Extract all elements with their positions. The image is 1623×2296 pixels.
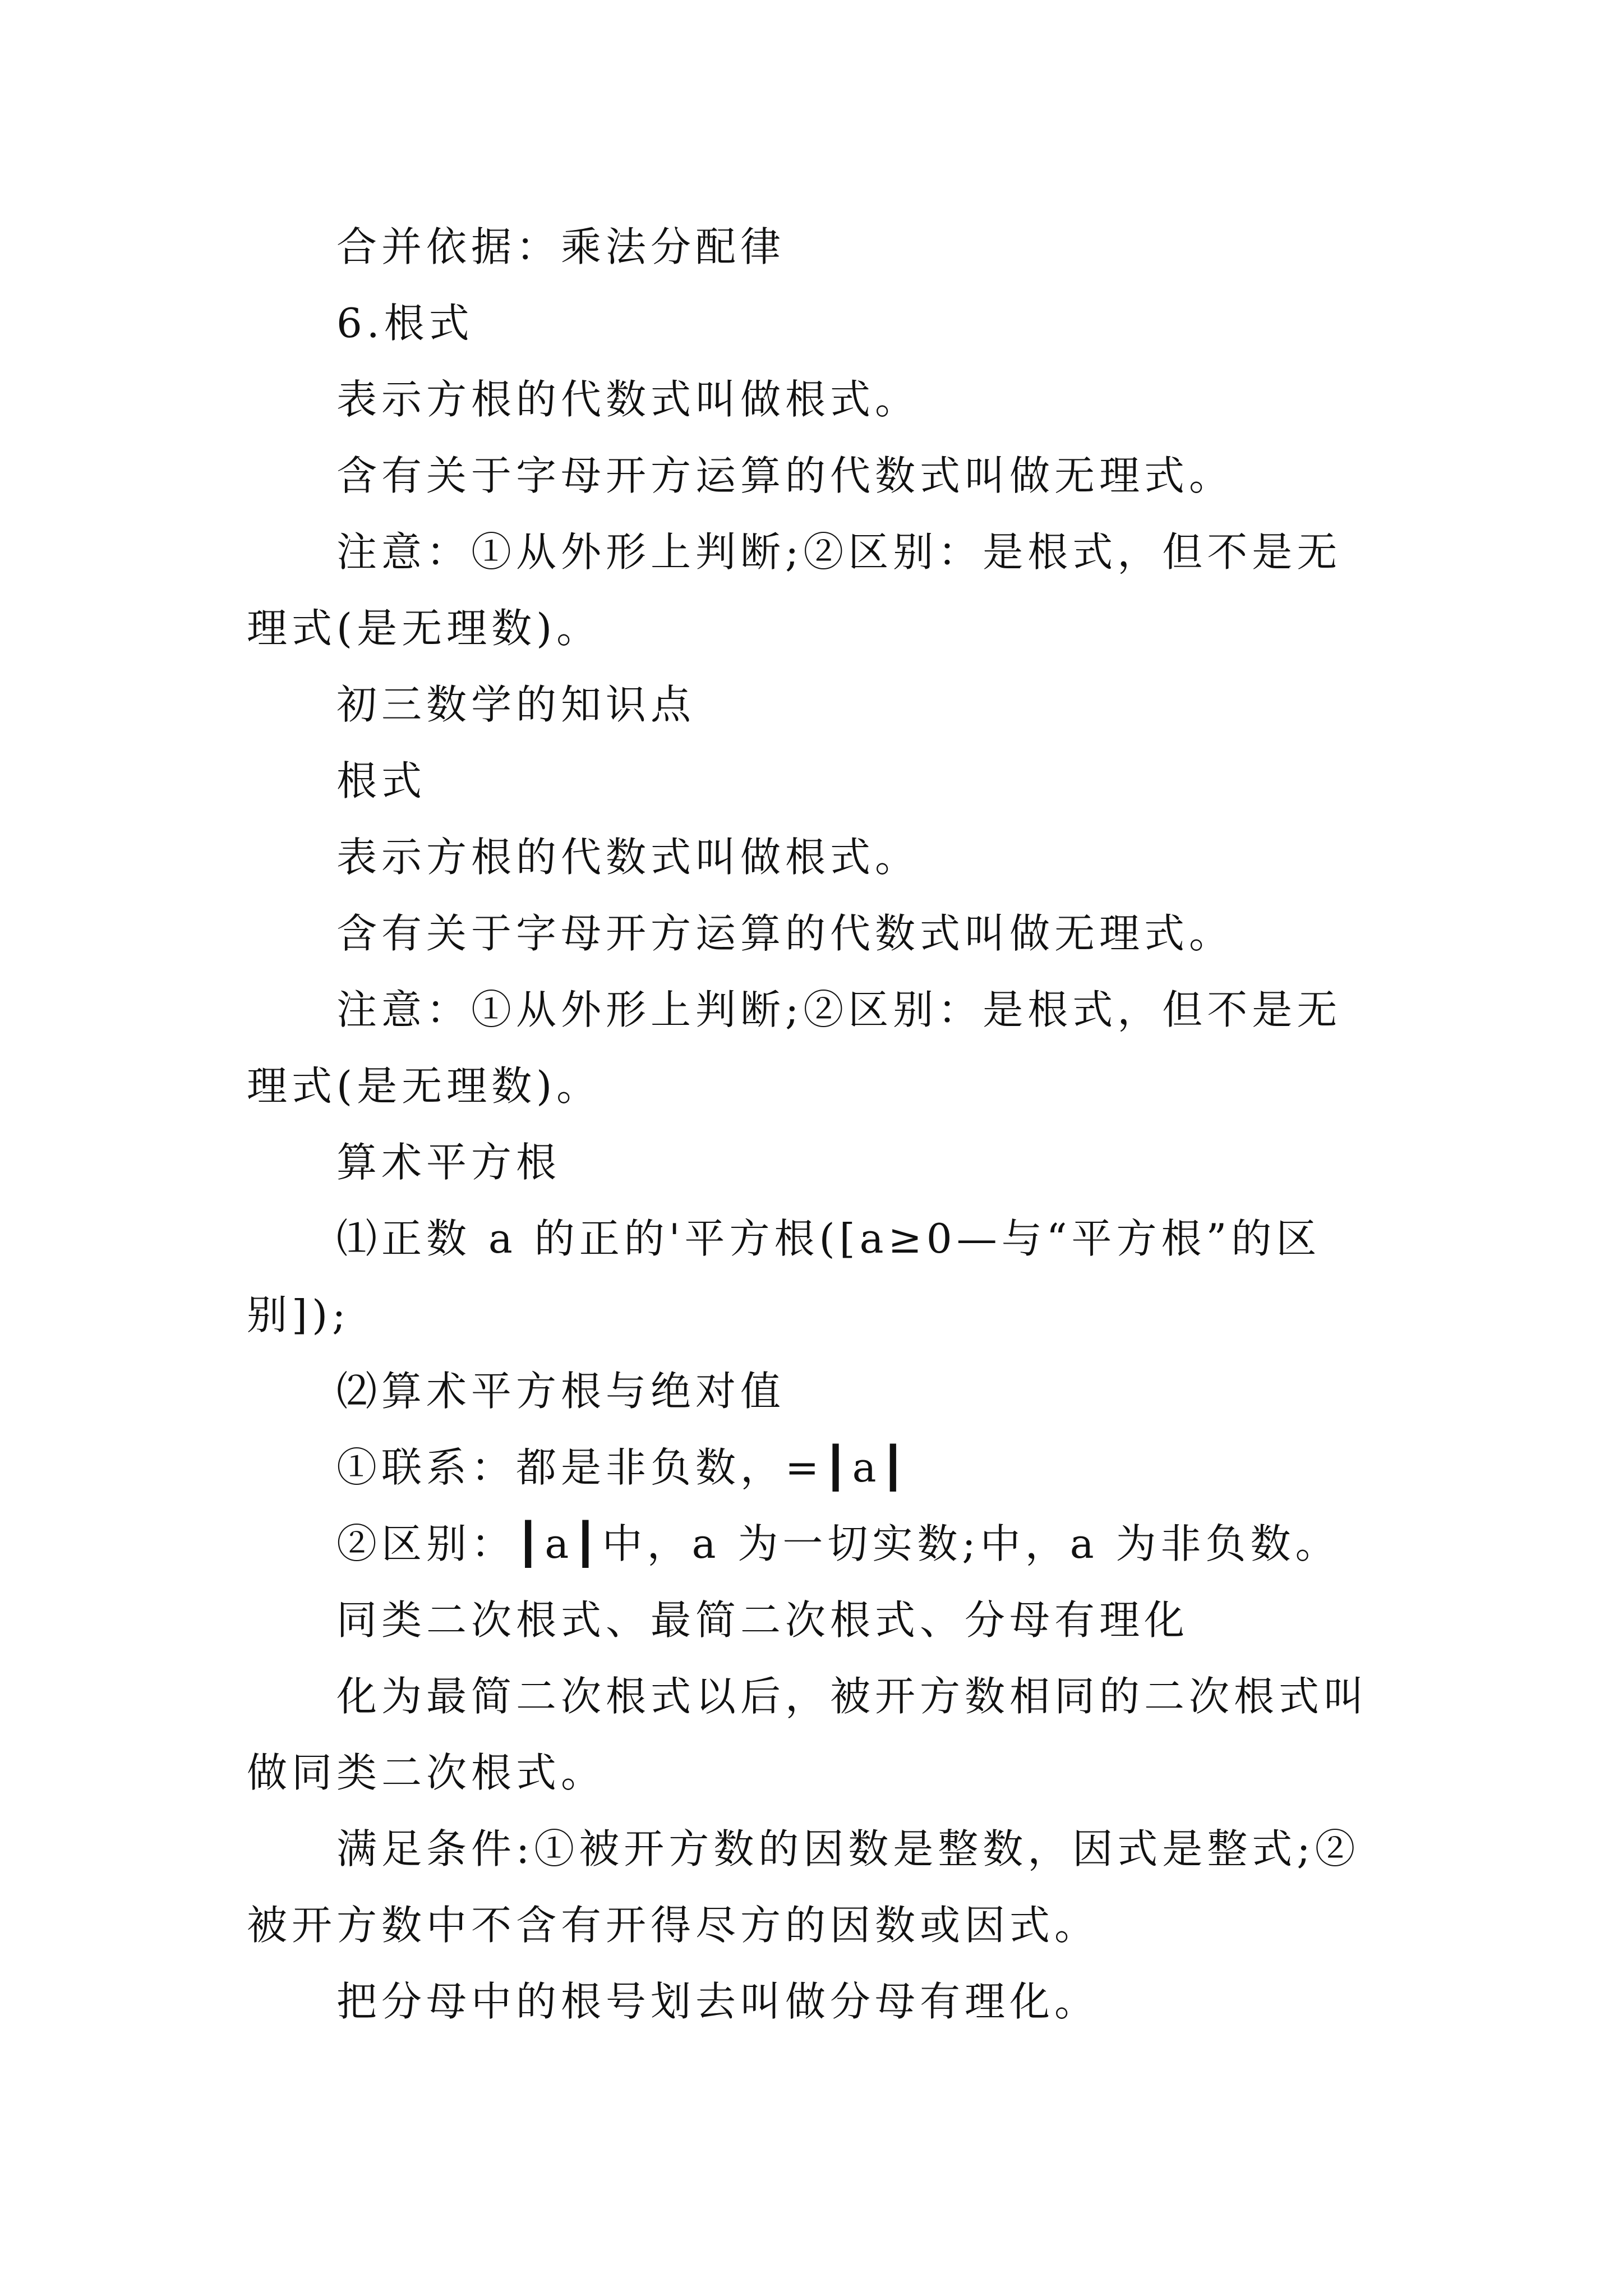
paragraph-conditions: 满足条件:①被开方数的因数是整数，因式是整式;②被开方数中不含有开得尽方的因数或因式。: [247, 1825, 1360, 1949]
heading-radicals: 6.根式: [336, 300, 474, 347]
paragraph-rationalizing-denominator: 把分母中的根号划去叫做分母有理化。: [336, 1978, 1100, 2025]
document-body: [247, 209, 1385, 2040]
paragraph-positive-square-root: ⑴正数 a 的正的'平方根([a≥0—与“平方根”的区别]);: [247, 1215, 1321, 1338]
heading-similar-radicals: 同类二次根式、最简二次根式、分母有理化: [336, 1596, 1189, 1644]
heading-radicals-2: 根式: [336, 757, 427, 804]
paragraph-connection: ①联系：都是非负数，=┃a┃: [336, 1444, 910, 1491]
heading-arithmetic-square-root: 算术平方根: [336, 1139, 561, 1186]
paragraph-radical-definition-2: 表示方根的代数式叫做根式。: [336, 834, 920, 881]
paragraph-irrational-expression-definition-2: 含有关于字母开方运算的代数式叫做无理式。: [336, 910, 1234, 957]
paragraph-note: 注意：①从外形上判断;②区别：是根式，但不是无理式(是无理数)。: [247, 528, 1342, 652]
paragraph-similar-radicals-definition: 化为最简二次根式以后，被开方数相同的二次根式叫做同类二次根式。: [247, 1673, 1369, 1796]
paragraph-root-and-absolute-value: ⑵算术平方根与绝对值: [336, 1368, 786, 1415]
paragraph-merge-basis: 合并依据：乘法分配律: [336, 223, 786, 270]
heading-knowledge-points: 初三数学的知识点: [336, 681, 696, 728]
paragraph-note-2: 注意：①从外形上判断;②区别：是根式，但不是无理式(是无理数)。: [247, 986, 1342, 1110]
paragraph-radical-definition: 表示方根的代数式叫做根式。: [336, 376, 920, 423]
paragraph-difference: ②区别：┃a┃中，a 为一切实数;中，a 为非负数。: [336, 1520, 1340, 1567]
paragraph-irrational-expression-definition: 含有关于字母开方运算的代数式叫做无理式。: [336, 452, 1234, 499]
